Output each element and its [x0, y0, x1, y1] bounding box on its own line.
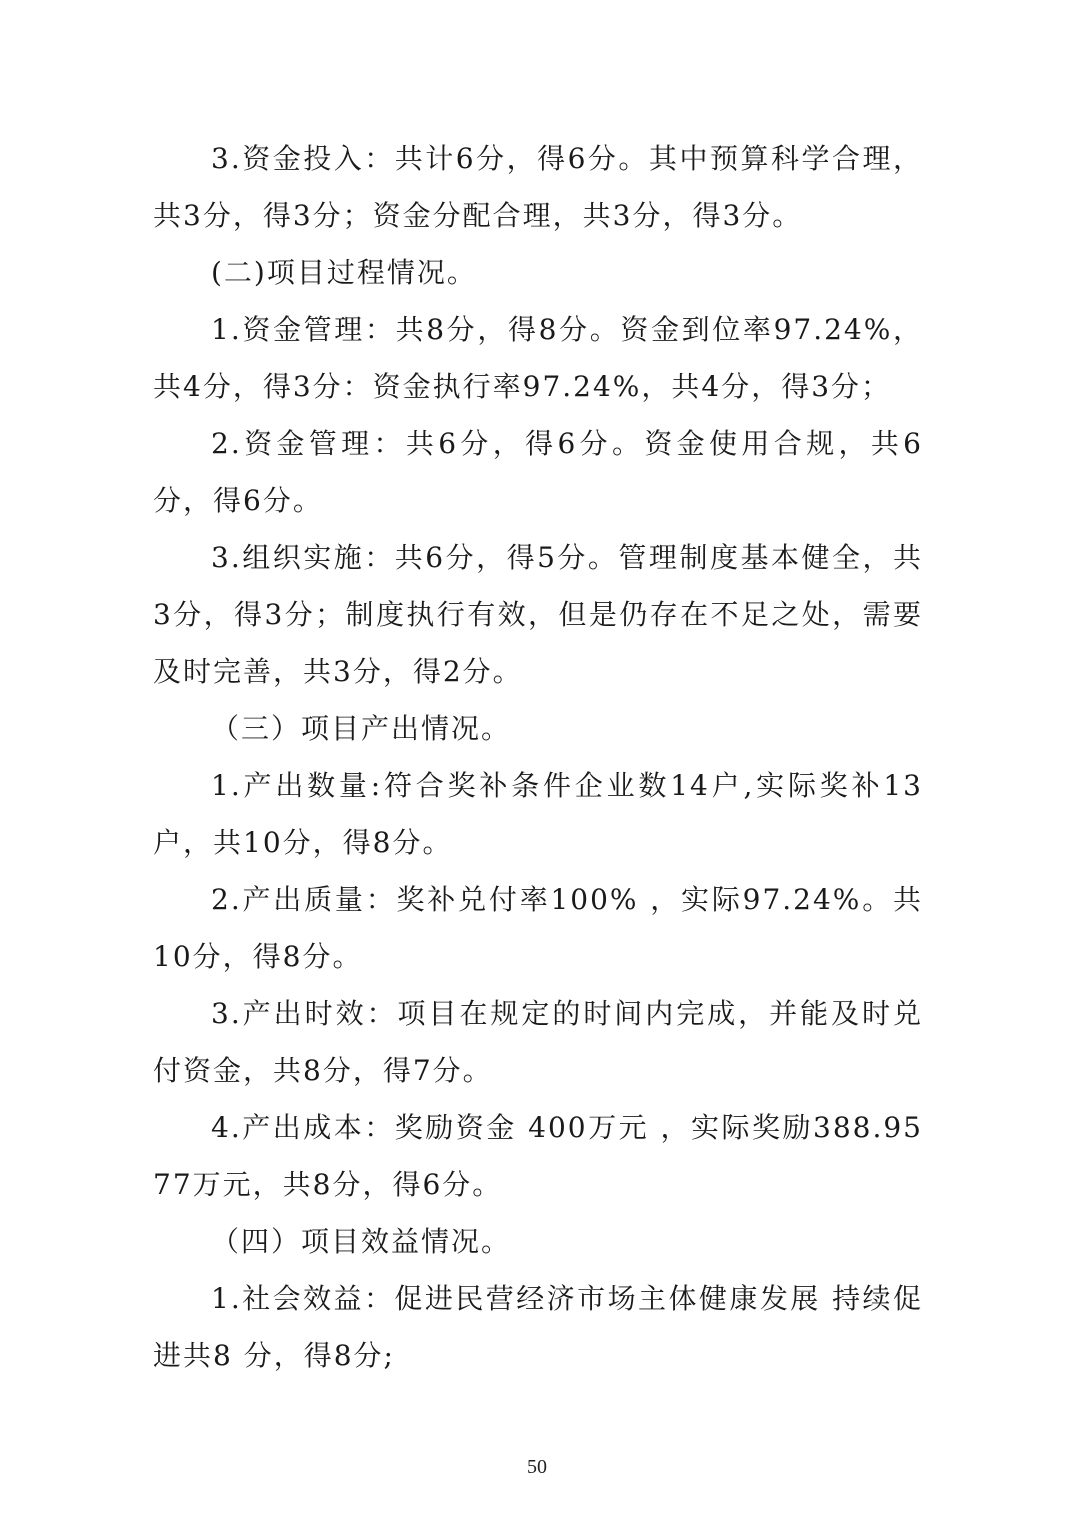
paragraph-fund-management-2: 2.资金管理：共6分，得6分。资金使用合规，共6分，得6分。 [153, 427, 923, 517]
section-heading-process: (二)项目过程情况。 [211, 256, 477, 289]
section-heading-benefit: （四）项目效益情况。 [211, 1225, 512, 1258]
paragraph-output-quantity: 1.产出数量:符合奖补条件企业数14户,实际奖补13户，共10分，得8分。 [153, 769, 923, 859]
paragraph-output-quality: 2.产出质量：奖补兑付率100% ，实际97.24%。共10分，得8分。 [153, 883, 923, 973]
paragraph-fund-management-1: 1.资金管理：共8分，得8分。资金到位率97.24%，共4分，得3分：资金执行率97.24%，共4分，得3分； [153, 313, 923, 403]
section-heading-output: （三）项目产出情况。 [211, 712, 512, 745]
paragraph-social-benefit: 1.社会效益：促进民营经济市场主体健康发展 持续促进共8 分，得8分; [153, 1282, 923, 1372]
page-number: 50 [527, 1456, 547, 1478]
paragraph-output-timeliness: 3.产出时效：项目在规定的时间内完成，并能及时兑付资金，共8分，得7分。 [153, 997, 923, 1087]
paragraph-output-cost: 4.产出成本：奖励资金 400万元 ，实际奖励388.9577万元，共8分，得6分。 [153, 1111, 923, 1201]
document-body [153, 130, 923, 1384]
paragraph-funding-input: 3.资金投入：共计6分，得6分。其中预算科学合理，共3分，得3分；资金分配合理，共3分，得3分。 [153, 142, 923, 232]
paragraph-organization: 3.组织实施：共6分，得5分。管理制度基本健全，共3分，得3分；制度执行有效，但是仍存在不足之处，需要及时完善，共3分，得2分。 [153, 541, 923, 688]
